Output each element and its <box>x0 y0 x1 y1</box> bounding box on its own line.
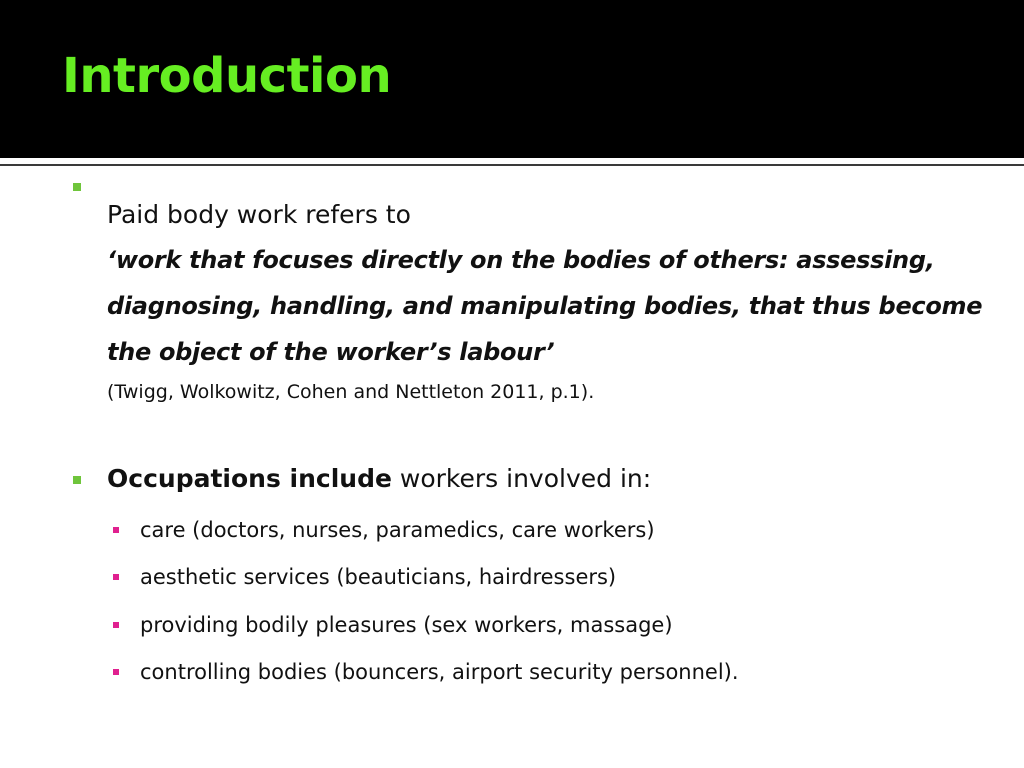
title-band <box>0 0 1024 158</box>
bullet-square-icon <box>73 476 81 484</box>
point2-rest: workers involved in: <box>391 464 652 493</box>
point1-quote: ‘work that focuses directly on the bodies of others: assessing, diagnosing, handling, and manipulating bodies, that thus become the object of the worker’s labour’ <box>107 246 983 366</box>
sub-item: providing bodily pleasures (sex workers, massage) <box>140 613 673 637</box>
sub-bullet-icon <box>113 527 119 533</box>
sub-bullet-icon <box>113 669 119 675</box>
sub-bullet-icon <box>113 622 119 628</box>
title-divider-line <box>0 164 1024 166</box>
point1-lead: Paid body work refers to <box>107 200 411 229</box>
slide-title: Introduction <box>62 48 392 104</box>
bullet-square-icon <box>73 183 81 191</box>
sub-item: aesthetic services (beauticians, hairdressers) <box>140 565 617 589</box>
point2-bold-lead: Occupations include <box>107 464 392 493</box>
title-divider <box>0 158 1024 162</box>
sub-item: controlling bodies (bouncers, airport security personnel). <box>140 660 739 684</box>
point2-heading <box>107 464 651 494</box>
sub-bullet-icon <box>113 574 119 580</box>
point1-citation: (Twigg, Wolkowitz, Cohen and Nettleton 2011, p.1). <box>107 381 595 403</box>
sub-item: care (doctors, nurses, paramedics, care workers) <box>140 518 655 542</box>
